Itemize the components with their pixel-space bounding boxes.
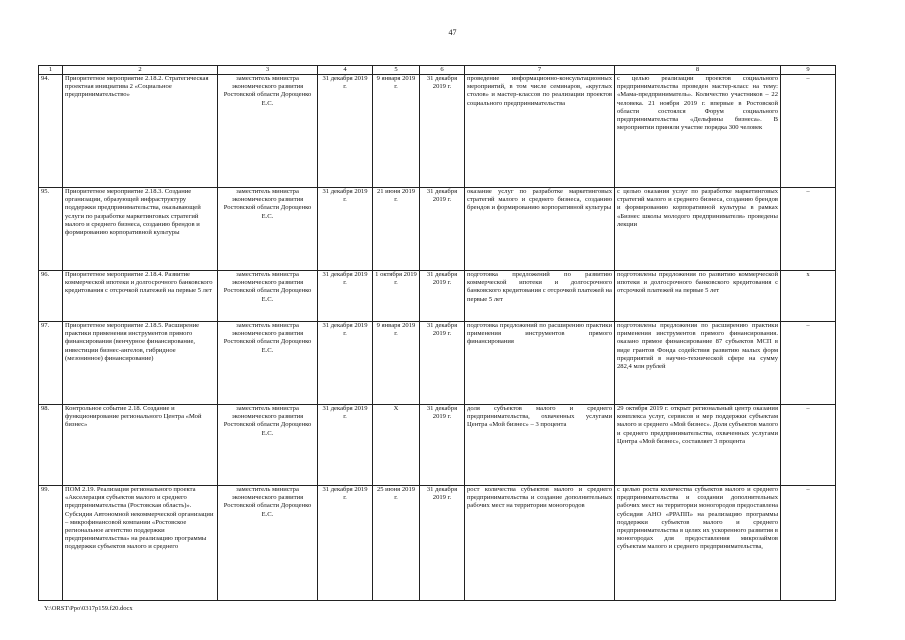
date-plan: 31 декабря 2019 г.: [318, 322, 373, 405]
note: –: [781, 405, 836, 486]
event-name: Приоритетное мероприятие 2.18.3. Создание организации, образующей инфраструктуру поддержки предпринимательства, оказывающей услуги по разработке маркетинговых стратегий малого и среднего бизнеса, созданию брендов и формированию корпоративной культуры: [63, 188, 218, 271]
expected-result: подготовка предложений по развитию коммерческой ипотеки и долгосрочного банковского кредитования с отсрочкой платежей на первые 5 лет: [465, 271, 615, 322]
col-header: 1: [39, 66, 63, 75]
expected-result: рост количества субъектов малого и среднего предпринимательства и создание дополнительных рабочих мест на территории моногородов: [465, 486, 615, 601]
date-plan: 31 декабря 2019 г.: [318, 75, 373, 188]
date-end: 31 декабря 2019 г.: [420, 405, 465, 486]
date-plan: 31 декабря 2019 г.: [318, 271, 373, 322]
actual-result: с целью роста количества субъектов малого и среднего предпринимательства и создании дополнительных рабочих мест на территории моногородов предоставлена субсидия АНО «РРАПП» на реализацию программы поддержки субъектов малого и среднего предпринимательства в целях их ускоренного развития в моногородах для предоставления микрозаймов субъектам малого и среднего предпринимательства,: [615, 486, 781, 601]
report-table: [38, 65, 836, 601]
actual-result: с целью оказания услуг по разработке маркетинговых стратегий малого и среднего бизнеса, созданию брендов и формированию корпоративной культуры в рамках «Бизнес школы молодого предпринимателя» проведены лекции: [615, 188, 781, 271]
row-number: 95.: [39, 188, 63, 271]
responsible: заместитель министра экономического развития Ростовской области Дороценко Е.С.: [218, 322, 318, 405]
date-start: 9 января 2019 г.: [373, 322, 420, 405]
table-row: [39, 322, 836, 405]
actual-result: 29 октября 2019 г. открыт региональный центр оказания комплекса услуг, сервисов и мер поддержки субъектам малого и среднего «Мой бизнес». Доля субъектов малого и среднего предпринимательства, охваченных услугами Центра «Мой бизнес», составляет 3 процента: [615, 405, 781, 486]
col-header: 4: [318, 66, 373, 75]
date-end: 31 декабря 2019 г.: [420, 271, 465, 322]
col-header: 7: [465, 66, 615, 75]
event-name: Контрольное событие 2.18. Создание и функционирование регионального Центра «Мой бизнес»: [63, 405, 218, 486]
col-header: 3: [218, 66, 318, 75]
actual-result: подготовлены предложения по расширению практики применения инструментов прямого финансирования. оказано прямое финансирование 87 субъектов МСП в виде грантов Фонда содействия развитию малых форм предприятий в научно-технической сфере на сумму 282,4 млн рублей: [615, 322, 781, 405]
date-end: 31 декабря 2019 г.: [420, 486, 465, 601]
table-row: [39, 75, 836, 188]
row-number: 94.: [39, 75, 63, 188]
responsible: заместитель министра экономического развития Ростовской области Дороценко Е.С.: [218, 188, 318, 271]
expected-result: подготовка предложений по расширению практики применения инструментов прямого финансирования: [465, 322, 615, 405]
col-header: 5: [373, 66, 420, 75]
col-header: 8: [615, 66, 781, 75]
date-end: 31 декабря 2019 г.: [420, 188, 465, 271]
note: х: [781, 271, 836, 322]
responsible: заместитель министра экономического развития Ростовской области Дороценко Е.С.: [218, 405, 318, 486]
date-start: Х: [373, 405, 420, 486]
actual-result: подготовлены предложения по развитию коммерческой ипотеки и долгосрочного банковского кредитования с отсрочкой платежей на первые 5 лет: [615, 271, 781, 322]
header-row: [39, 66, 836, 75]
actual-result: с целью реализации проектов социального предпринимательства проведен мастер-класс на тему: «Мама-предприниматель». Количество участников – 22 человека. 21 ноября 2019 г. впервые в Ростовской области состоялся Форум социального предпринимательства «Дельфины бизнеса». В мероприятии приняли участие порядка 300 человек: [615, 75, 781, 188]
file-path-footer: Y:\ORST\Ppo\0317p159.f20.docx: [44, 605, 133, 612]
col-header: 6: [420, 66, 465, 75]
note: –: [781, 188, 836, 271]
page-number: 47: [448, 28, 457, 37]
row-number: 96.: [39, 271, 63, 322]
row-number: 98.: [39, 405, 63, 486]
date-plan: 31 декабря 2019 г.: [318, 405, 373, 486]
date-start: 9 января 2019 г.: [373, 75, 420, 188]
table-row: [39, 486, 836, 601]
event-name: Приоритетное мероприятие 2.18.5. Расширение практики применения инструментов прямого финансирования (венчурное финансирование, инвестиции бизнес-ангелов, гибридное (мезонинное) финансирование): [63, 322, 218, 405]
responsible: заместитель министра экономического развития Ростовской области Дороценко Е.С.: [218, 486, 318, 601]
col-header: 2: [63, 66, 218, 75]
date-start: 1 октября 2019 г.: [373, 271, 420, 322]
date-plan: 31 декабря 2019 г.: [318, 486, 373, 601]
date-end: 31 декабря 2019 г.: [420, 322, 465, 405]
expected-result: оказание услуг по разработке маркетинговых стратегий малого и среднего бизнеса, созданию брендов и формированию корпоративной культуры: [465, 188, 615, 271]
date-end: 31 декабря 2019 г.: [420, 75, 465, 188]
date-plan: 31 декабря 2019 г.: [318, 188, 373, 271]
responsible: заместитель министра экономического развития Ростовской области Дороценко Е.С.: [218, 271, 318, 322]
expected-result: проведение информационно-консультационных мероприятий, в том числе семинаров, «круглых столов» и мастер-классов по реализации проектов социального предпринимательства: [465, 75, 615, 188]
table-row: [39, 405, 836, 486]
table-row: [39, 271, 836, 322]
date-start: 25 июня 2019 г.: [373, 486, 420, 601]
note: –: [781, 322, 836, 405]
event-name: Приоритетное мероприятие 2.18.2. Стратегическая проектная инициатива 2 «Социальное предпринимательство»: [63, 75, 218, 188]
date-start: 21 июня 2019 г.: [373, 188, 420, 271]
expected-result: доля субъектов малого и среднего предпринимательства, охваченных услугами Центра «Мой бизнес» – 3 процента: [465, 405, 615, 486]
responsible: заместитель министра экономического развития Ростовской области Дороценко Е.С.: [218, 75, 318, 188]
note: –: [781, 75, 836, 188]
table-row: [39, 188, 836, 271]
note: –: [781, 486, 836, 601]
row-number: 99.: [39, 486, 63, 601]
event-name: Приоритетное мероприятие 2.18.4. Развитие коммерческой ипотеки и долгосрочного банковского кредитования с отсрочкой платежей на первые 5 лет: [63, 271, 218, 322]
row-number: 97.: [39, 322, 63, 405]
event-name: ПОМ 2.19. Реализация регионального проекта «Акселерация субъектов малого и среднего предпринимательства (Ростовская область)». Субсидия Автономной некоммерческой организации – микрофинансовой компании «Ростовское региональное агентство поддержки предпринимательства» на реализацию программы поддержки субъектов малого и среднего: [63, 486, 218, 601]
col-header: 9: [781, 66, 836, 75]
